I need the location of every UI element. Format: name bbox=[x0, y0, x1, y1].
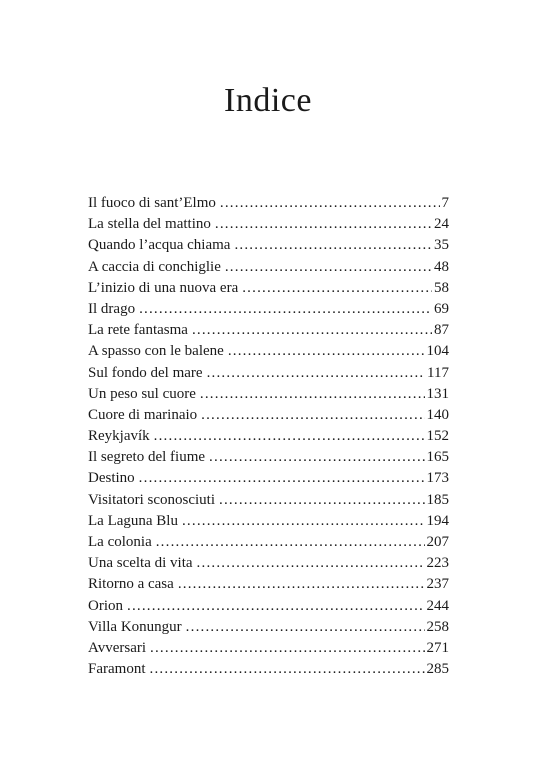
toc-entry-title: Villa Konungur bbox=[88, 618, 182, 635]
toc-entry-page: 69 bbox=[434, 300, 449, 317]
toc-entry-page: 244 bbox=[426, 597, 449, 614]
toc-entry-page: 35 bbox=[434, 237, 449, 254]
dot-leader bbox=[209, 447, 424, 468]
toc-entry-title: Il segreto del fiume bbox=[88, 449, 206, 466]
toc-entry-title: La rete fantasma bbox=[88, 322, 188, 339]
toc-entry-title: Faramont bbox=[88, 661, 146, 678]
dot-leader bbox=[150, 638, 424, 659]
dot-leader bbox=[242, 278, 432, 299]
toc-entry bbox=[88, 384, 449, 405]
toc-entry-page: 194 bbox=[426, 512, 449, 529]
dot-leader bbox=[178, 574, 425, 595]
toc-entry bbox=[88, 490, 449, 511]
toc-entry bbox=[88, 363, 449, 384]
toc-entry-page: 104 bbox=[426, 343, 449, 360]
dot-leader bbox=[192, 320, 432, 341]
dot-leader bbox=[201, 405, 424, 426]
dot-leader bbox=[225, 257, 432, 278]
toc-entry bbox=[88, 553, 449, 574]
toc-entry-page: 87 bbox=[434, 322, 449, 339]
toc-entry bbox=[88, 341, 449, 362]
toc-entry-page: 207 bbox=[426, 534, 449, 550]
dot-leader bbox=[154, 426, 425, 447]
toc-entry-title: L’inizio di una nuova era bbox=[88, 279, 239, 296]
toc-entry-page: 58 bbox=[434, 279, 449, 296]
dot-leader bbox=[139, 299, 432, 320]
toc-entry-title: Ritorno a casa bbox=[88, 576, 174, 593]
toc-entry bbox=[88, 574, 449, 595]
toc-entry-page: 185 bbox=[426, 491, 449, 508]
toc-entry-title: Il fuoco di sant’Elmo bbox=[88, 195, 216, 211]
dot-leader bbox=[234, 235, 432, 256]
dot-leader bbox=[139, 468, 425, 489]
toc-entry-title: Quando l’acqua chiama bbox=[88, 237, 231, 254]
toc-entry bbox=[88, 659, 449, 680]
dot-leader bbox=[215, 214, 432, 235]
toc-entry-title: Visitatori sconosciuti bbox=[88, 491, 216, 508]
toc-entry bbox=[88, 468, 449, 489]
toc-entry bbox=[88, 511, 449, 532]
toc-entry bbox=[88, 257, 449, 278]
toc-entry-page: 173 bbox=[426, 470, 449, 487]
toc-entry bbox=[88, 426, 449, 447]
toc-entry-page: 140 bbox=[426, 406, 449, 423]
toc-entry bbox=[88, 596, 449, 617]
toc-entry bbox=[88, 405, 449, 426]
toc-entry-title: Un peso sul cuore bbox=[88, 385, 196, 402]
toc-entry bbox=[88, 532, 449, 553]
dot-leader bbox=[127, 596, 425, 617]
toc-entry-page: 7 bbox=[441, 195, 449, 211]
dot-leader bbox=[186, 617, 425, 638]
toc-entry bbox=[88, 235, 449, 256]
toc-entry-page: 48 bbox=[434, 258, 449, 275]
table-of-contents bbox=[88, 193, 449, 680]
dot-leader bbox=[220, 193, 440, 214]
toc-entry-page: 271 bbox=[426, 639, 449, 656]
toc-entry-title: La colonia bbox=[88, 534, 152, 550]
toc-entry-title: La Laguna Blu bbox=[88, 512, 178, 529]
toc-entry-page: 152 bbox=[426, 428, 449, 445]
dot-leader bbox=[200, 384, 425, 405]
toc-entry bbox=[88, 278, 449, 299]
toc-entry-title: A caccia di conchiglie bbox=[88, 258, 221, 275]
dot-leader bbox=[150, 659, 425, 680]
toc-entry-title: Una scelta di vita bbox=[88, 555, 193, 572]
toc-entry-page: 223 bbox=[426, 555, 449, 572]
toc-entry-title: Cuore di marinaio bbox=[88, 406, 198, 423]
toc-entry-title: A spasso con le balene bbox=[88, 343, 224, 360]
toc-entry-title: Reykjavík bbox=[88, 428, 150, 445]
toc-entry-page: 131 bbox=[426, 385, 449, 402]
toc-entry bbox=[88, 193, 449, 214]
toc-entry-page: 258 bbox=[426, 618, 449, 635]
toc-entry-title: Il drago bbox=[88, 300, 136, 317]
dot-leader bbox=[228, 341, 425, 362]
dot-leader bbox=[207, 363, 425, 384]
toc-entry-page: 237 bbox=[426, 576, 449, 593]
toc-entry-title: Avversari bbox=[88, 639, 147, 656]
toc-entry-page: 117 bbox=[427, 364, 449, 381]
toc-entry bbox=[88, 617, 449, 638]
toc-entry-page: 165 bbox=[426, 449, 449, 466]
dot-leader bbox=[182, 511, 425, 532]
page-title: Indice bbox=[224, 82, 312, 119]
toc-entry-title: Sul fondo del mare bbox=[88, 364, 203, 381]
toc-entry bbox=[88, 447, 449, 468]
toc-entry bbox=[88, 638, 449, 659]
toc-entry bbox=[88, 214, 449, 235]
toc-entry-title: Destino bbox=[88, 470, 135, 487]
toc-entry-title: Orion bbox=[88, 597, 123, 614]
dot-leader bbox=[197, 553, 425, 574]
toc-entry bbox=[88, 320, 449, 341]
toc-entry-page: 285 bbox=[426, 661, 449, 678]
toc-entry bbox=[88, 299, 449, 320]
toc-entry-page: 24 bbox=[434, 216, 449, 233]
toc-entry-title: La stella del mattino bbox=[88, 216, 211, 233]
dot-leader bbox=[219, 490, 424, 511]
dot-leader bbox=[156, 532, 425, 553]
